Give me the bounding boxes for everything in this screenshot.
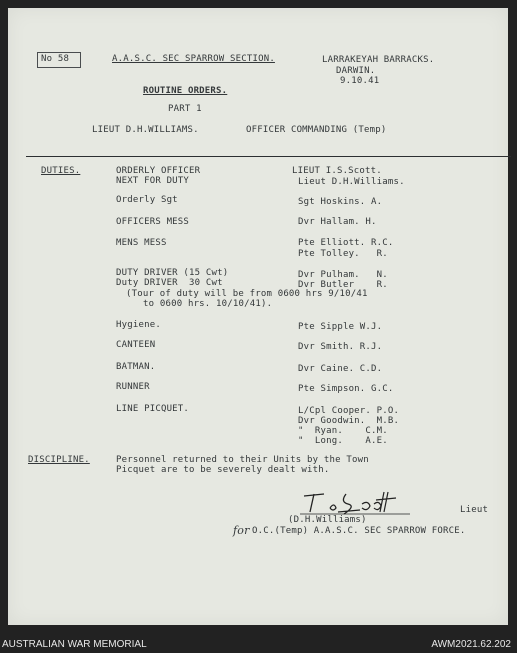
duty-label: BATMAN. [116,362,156,372]
duty-label: CANTEEN [116,340,156,350]
signature-rank: Lieut [460,505,489,515]
duty-label: Duty DRIVER 30 Cwt [116,278,223,288]
duty-label: ORDERLY OFFICER [116,166,201,176]
document-page [8,8,508,625]
unit-title: A.A.S.C. SEC SPARROW SECTION. [112,54,275,64]
duty-assignee: " Ryan. C.M. [298,426,388,436]
document-title: ROUTINE ORDERS. [143,86,228,96]
duty-assignee: LIEUT I.S.Scott. [292,166,382,176]
duty-label: NEXT FOR DUTY [116,176,190,186]
duty-assignee: Pte Simpson. G.C. [298,384,394,394]
duties-heading: DUTIES. [41,166,81,176]
archive-reference: AWM2021.62.202 [431,639,511,650]
officer-name: LIEUT D.H.WILLIAMS. [92,125,199,135]
order-number: No 58 [41,54,70,64]
duty-label: Hygiene. [116,320,161,330]
duty-assignee: Pte Tolley. R. [298,249,388,259]
archive-footer [0,625,517,653]
part-label: PART 1 [168,104,202,114]
duty-assignee: Lieut D.H.Williams. [298,177,405,187]
discipline-heading: DISCIPLINE. [28,455,90,465]
signatory-name: (D.H.Williams) [288,515,367,525]
duty-assignee: L/Cpl Cooper. P.O. [298,406,400,416]
duty-label: RUNNER [116,382,150,392]
duty-assignee: Sgt Hoskins. A. [298,197,383,207]
officer-role: OFFICER COMMANDING (Temp) [246,125,387,135]
duty-label: Orderly Sgt [116,195,178,205]
duty-assignee: Dvr Pulham. N. [298,270,388,280]
duty-label: MENS MESS [116,238,167,248]
duty-note: (Tour of duty will be from 0600 hrs 9/10/41 [126,289,368,299]
duty-label: OFFICERS MESS [116,217,190,227]
duty-assignee: Dvr Goodwin. M.B. [298,416,400,426]
duty-assignee: " Long. A.E. [298,436,388,446]
duty-assignee: Pte Elliott. R.C. [298,238,394,248]
duty-label: DUTY DRIVER (15 Cwt) [116,268,229,278]
date: 9.10.41 [340,76,380,86]
duty-assignee: Dvr Butler R. [298,280,388,290]
separator-line [26,156,511,157]
duty-assignee: Dvr Smith. R.J. [298,342,383,352]
signatory-role: O.C.(Temp) A.A.S.C. SEC SPARROW FORCE. [252,526,466,536]
city: DARWIN. [336,66,376,76]
duty-label: LINE PICQUET. [116,404,190,414]
archive-name: AUSTRALIAN WAR MEMORIAL [2,639,147,650]
duty-assignee: Pte Sipple W.J. [298,322,383,332]
duty-note: to 0600 hrs. 10/10/41). [143,299,273,309]
location: LARRAKEYAH BARRACKS. [322,55,435,65]
discipline-text: Picquet are to be severely dealt with. [116,465,330,475]
discipline-text: Personnel returned to their Units by the Town [116,455,369,465]
for-mark: for [233,524,250,537]
duty-assignee: Dvr Caine. C.D. [298,364,383,374]
duty-assignee: Dvr Hallam. H. [298,217,377,227]
